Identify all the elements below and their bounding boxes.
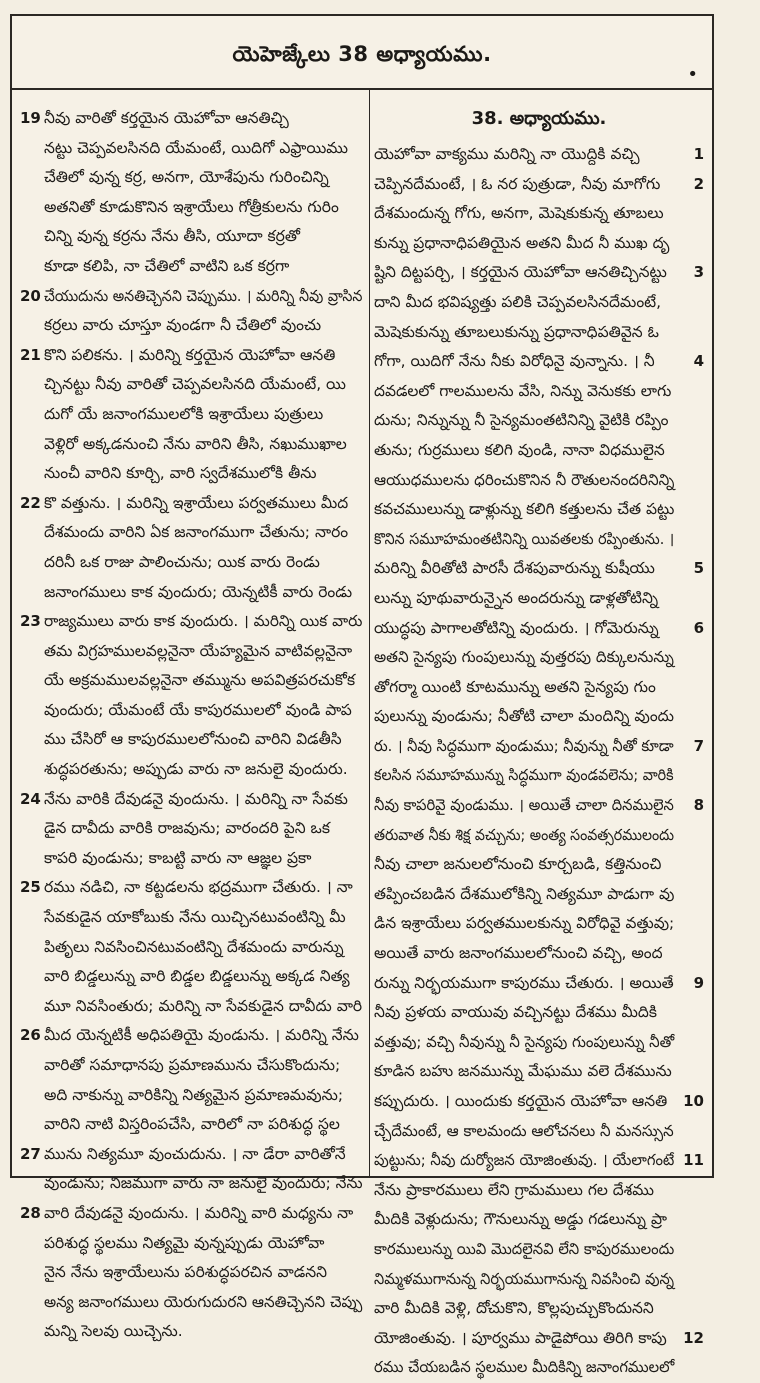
verse-text: కాపరి వుండును; కాబట్టి వారు నా ఆజ్ఞల ప్రకా: [44, 848, 312, 867]
verse-text: లున్ను పూథువారున్నైన అందరున్ను డాళ్లతోటిన్ని: [374, 588, 659, 607]
verse-line: [20, 1288, 368, 1318]
verse-line: [20, 844, 368, 874]
verse-text: యోజింతువు. । పూర్వము పాడైపోయి తిరిగి కాపు: [374, 1328, 667, 1347]
verse-line: [374, 229, 704, 259]
verse-line: [20, 400, 368, 430]
verse-line: [374, 1028, 704, 1058]
verse-text: కొనిన సమూహమంతటినిన్ని యివతలకు రప్పింతును. ।: [374, 529, 675, 548]
verse-text: కొ వత్తును. । మరిన్ని ఇశ్రాయేలు పర్వతములు మీద: [44, 493, 349, 512]
verse-number: 21: [20, 345, 41, 364]
verse-text: మీదికి వెళ్లుదును; గౌనులున్ను అడ్డు గడలున్ను ప్రా: [374, 1210, 667, 1229]
verse-text: మన్ని సెలవు యిచ్చెను.: [44, 1322, 183, 1341]
verse-line: [20, 666, 368, 696]
verse-text: కారములున్ను యివి మొదలైనవి లేని కాపురములందు: [374, 1239, 675, 1258]
verse-line: [20, 193, 368, 223]
verse-text: దాని మీద భవిష్యత్తు పలికి చెప్పవలసినదేమంటే,: [374, 292, 662, 311]
verse-text: చేతిలో వున్న కర్ర, అనగా, యోశేపును గురించిన్ని: [44, 168, 329, 187]
verse-line: [20, 518, 368, 548]
verse-text: వుందురు; యేమంటే యే కాపురములలో వుండి పాప: [44, 700, 352, 719]
verse-text: శుద్ధపరతును; అప్పుడు వారు నా జనులై వుందురు.: [44, 760, 348, 779]
verse-line: [20, 370, 368, 400]
verse-text: తోగర్మా యింటి కూటమున్ను అతని సైన్యపు గుం: [374, 677, 656, 696]
verse-line: [374, 1265, 704, 1295]
verse-text: నీవు ప్రళయ వాయువు వచ్చినట్టు దేశము మీదికి: [374, 1003, 657, 1022]
verse-number: 27: [20, 1144, 41, 1163]
verse-number: 5: [693, 559, 704, 578]
chapter-heading: 38. అధ్యాయము.: [471, 108, 607, 129]
verse-line: [374, 1324, 704, 1354]
verse-number: 28: [20, 1203, 41, 1222]
verse-number: 19: [20, 109, 41, 127]
verse-number: 6: [693, 618, 704, 637]
verse-line: [374, 643, 704, 673]
verse-line: [20, 1140, 368, 1170]
text-columns: [12, 90, 712, 1377]
verse-number: 24: [20, 789, 41, 808]
verse-line: [20, 755, 368, 785]
verse-text: అతనితో కూడుకొనిన ఇశ్రాయేలు గోత్రీకులను గురిం: [44, 197, 339, 216]
verse-text: అన్య జనాంగములు యెరుగుదురని ఆనతిచ్చెనని చెప్పు: [44, 1292, 363, 1311]
verse-text: వారి దేవుడనై వుందును. । మరిన్ని వారి మధ్యను నా: [44, 1203, 354, 1222]
verse-line: [374, 140, 704, 170]
verse-line: [374, 761, 704, 791]
verse-text: నట్టు చెప్పవలసినది యేమంటే, యిదిగో ఎఫ్రాయిము: [44, 138, 349, 157]
verse-line: [20, 578, 368, 608]
verse-line: [20, 1081, 368, 1111]
verse-text: నుంచీ వారిని కూర్చి, వారి స్వదేశములోకి తీను: [44, 464, 317, 483]
verse-text: కర్రలు వారు చూస్తూ వుండగా నీ చేతిలో వుంచు: [44, 316, 322, 335]
verse-line: [374, 584, 704, 614]
verse-number: 9: [693, 973, 704, 992]
verse-line: [374, 1235, 704, 1265]
verse-text: ము చేసిరో ఆ కాపురములలోనుంచి వారిని విడతీసి: [44, 730, 342, 749]
verse-text: డైన దావీదు వారికి రాజవును; వారందరి పైని ఒక: [44, 819, 330, 838]
scripture-page: [10, 14, 714, 1377]
verse-line: [374, 850, 704, 880]
verse-number: 10: [683, 1092, 704, 1110]
verse-text: మెషెకుకున్ను తూబలుకున్ను ప్రధానాధిపతివైన ఓ: [374, 322, 659, 341]
verse-text: చెప్పినదేమంటే, । ఓ నర పుత్రుడా, నీవు మాగోగు: [374, 174, 661, 193]
verse-text: యే అక్రమములవల్లనైనా తమ్మును అపవిత్రపరచుకోక: [44, 671, 356, 690]
verse-text: కలసిన సమూహమున్ను సిద్ధముగా వుండవలెను; వారికి: [374, 766, 674, 785]
verse-text: చిన్ని వున్న కర్రను నేను తీసి, యూదా కర్రతో: [44, 227, 300, 246]
verse-text: అయితే వారు జనాంగములలోనుంచి వచ్చి, అంద: [374, 944, 663, 963]
verse-number: 12: [683, 1328, 704, 1347]
verse-number: 20: [20, 286, 41, 305]
verse-line: [374, 614, 704, 644]
verse-line: [20, 1110, 368, 1140]
verse-line: [20, 1199, 368, 1229]
verse-text: కున్ను ప్రధానాధిపతియైన అతని మీద నీ ముఖ దృ: [374, 233, 670, 252]
left-column: [20, 104, 368, 1341]
verse-text: ష్టిని దిట్టపర్చి, । కర్తయైన యెహోవా ఆనతిచ్చినట్టు: [374, 263, 667, 282]
verse-text: దును; నిన్నున్ను నీ సైన్యమంతటినిన్ని వైటికి రప్పిం: [374, 411, 669, 430]
verse-text: కూడిన బహు జనమున్ను మేఘము వలె దేశమును: [374, 1062, 672, 1081]
verse-number: 26: [20, 1026, 41, 1045]
verse-line: [20, 282, 368, 312]
verse-text: రము చేయబడిన స్థలముల మీదికిన్ని జనాంగములలో: [374, 1358, 675, 1377]
verse-line: [20, 104, 368, 134]
verse-line: [20, 459, 368, 489]
verse-text: దరినీ ఒక రాజు పాలించును; యిక వారు రెండు: [44, 552, 320, 571]
verse-line: [20, 311, 368, 341]
verse-line: [20, 1258, 368, 1288]
verse-text: నిమ్మళముగానున్న నిర్భయముగానున్న నివసించి వున్న: [374, 1269, 675, 1288]
verse-text: మును నిత్యమూ వుంచుదును. । నా డేరా వారితోనే: [44, 1144, 346, 1163]
verse-text: నీవు వారితో కర్తయైన యెహోవా ఆనతిచ్చి: [44, 109, 289, 127]
verse-line: [20, 903, 368, 933]
verse-text: వెళ్లిరో అక్కడనుంచి నేను వారిని తీసి, నఖుముఖాల: [44, 434, 347, 453]
verse-line: [374, 288, 704, 318]
verse-text: డిన ఇశ్రాయేలు పర్వతములకున్ను విరోధివై వత్తువు;: [374, 914, 675, 933]
verse-text: నీవు చాలా జనులలోనుంచి కూర్చబడి, కత్తినుంచి: [374, 855, 662, 874]
verse-line: [20, 252, 368, 282]
verse-text: తరువాత నీకు శిక్ష వచ్చును; అంత్య సంవత్సరములందు: [374, 825, 675, 844]
verse-line: [20, 637, 368, 667]
verse-text: గోగా, యిదిగో నేను నీకు విరోధినై వున్నాను. । నీ: [374, 352, 655, 371]
verse-line: [374, 199, 704, 229]
verse-line: [20, 1229, 368, 1259]
verse-line: [20, 163, 368, 193]
verse-text: తును; గుర్రములు కలిగి వుండి, నానా విధములైన: [374, 440, 665, 459]
verse-text: కూడా కలిపి, నా చేతిలో వాటిని ఒక కర్రగా: [44, 256, 290, 275]
verse-line: [374, 1353, 704, 1383]
verse-line: [374, 1057, 704, 1087]
verse-line: [374, 702, 704, 732]
verse-text: జనాంగములు కాక వుందురు; యెన్నటికీ వారు రెండు: [44, 582, 353, 601]
verse-text: దుగో యే జనాంగములలోకి ఇశ్రాయేలు పుత్రులు: [44, 404, 324, 423]
verse-text: మరిన్ని వీరితోటి పారసీ దేశపువారున్ను కుషీయు: [374, 559, 655, 578]
verse-text: మూ నివసింతురు; మరిన్ని నా సేవకుడైన దావీదు వారి: [44, 996, 363, 1015]
verse-line: [20, 814, 368, 844]
verse-text: నేను వారికి దేవుడనై వుందును. । మరిన్ని నా సేవకు: [44, 789, 348, 808]
verse-line: [374, 1146, 704, 1176]
verse-text: రాజ్యములు వారు కాక వుందురు. । మరిన్ని యిక వారు: [44, 612, 363, 631]
verse-line: [374, 258, 704, 288]
verse-text: మీద యెన్నటికీ అధిపతియై వుండును. । మరిన్ని నేను: [44, 1026, 359, 1045]
verse-line: [20, 430, 368, 460]
verse-line: [374, 495, 704, 525]
verse-line: [20, 696, 368, 726]
verse-line: [374, 732, 704, 762]
verse-text: దేశమందు వారిని ఏక జనాంగముగా చేతును; నారం: [44, 523, 349, 542]
verse-line: [374, 1117, 704, 1147]
verse-line: [20, 222, 368, 252]
verse-number: 11: [683, 1151, 704, 1170]
verse-text: నైన నేను ఇశ్రాయేలును పరిశుద్ధపరచిన వాడనని: [44, 1263, 327, 1282]
verse-text: వారితో సమాధానపు ప్రమాణమును చేసుకొందును;: [44, 1056, 341, 1074]
verse-line: [20, 1317, 368, 1347]
verse-line: [374, 998, 704, 1028]
verse-line: [374, 347, 704, 377]
verse-text: అతని సైన్యపు గుంపులున్ను వుత్తరపు దిక్కులనున్ను: [374, 648, 674, 667]
verse-line: [374, 377, 704, 407]
verse-text: తప్పించబడిన దేశములోకిన్ని నిత్యమూ పాడుగా వు: [374, 884, 675, 903]
verse-text: యెహోవా వాక్యము మరిన్ని నా యొద్దికి వచ్చి: [374, 145, 640, 163]
verse-text: దవడలలో గాలములను వేసి, నిన్ను వెనుకకు లాగు: [374, 381, 672, 400]
verse-line: [374, 1294, 704, 1324]
verse-text: నేను ప్రాకారములు లేని గ్రామములు గల దేశము: [374, 1180, 655, 1199]
verse-text: కొని పలికను. । మరిన్ని కర్తయైన యెహోవా ఆనతి: [44, 345, 336, 364]
verse-line: [20, 962, 368, 992]
verse-text: యుద్ధపు పాగాలతోటిన్ని వుందురు. । గోమెరున్ను: [374, 618, 659, 637]
verse-line: [374, 673, 704, 703]
verse-text: చ్చినట్టు నీవు వారితో చెప్పవలసినది యేమంటే, యి: [44, 375, 346, 394]
verse-text: పులున్ను వుండును; నీతోటి చాలా మందిన్ని వుందు: [374, 707, 674, 726]
page-title: యెహెజ్కేలు 38 అధ్యాయము.: [232, 42, 492, 66]
verse-line: [374, 791, 704, 821]
verse-number: 25: [20, 878, 41, 897]
verse-line: [20, 992, 368, 1022]
verse-text: కప్పుదురు. । యిందుకు కర్తయైన యెహోవా ఆనతి: [374, 1092, 668, 1110]
verse-line: [374, 821, 704, 851]
verse-number: 2: [693, 174, 704, 193]
verse-text: చేయుదును అనతిచ్చెనని చెప్పుము. । మరిన్ని నీవు వ్రాసిన: [44, 286, 363, 305]
verse-line: [20, 134, 368, 164]
verse-text: చ్చేదేమంటే, ఆ కాలమందు ఆలోచనలు నీ మనస్సున: [374, 1121, 674, 1140]
verse-line: [20, 548, 368, 578]
verse-text: సేవకుడైన యాకోబుకు నేను యిచ్చినటువంటిన్ని మీ: [44, 908, 346, 927]
verse-line: [20, 489, 368, 519]
verse-text: ఆయుధములను ధరించుకొనిన నీ రౌతులనందరినిన్ని: [374, 470, 675, 489]
verse-text: రు. । నీవు సిద్ధముగా వుండుము; నీవున్ను నీతో కూడా: [374, 736, 674, 755]
column-divider: [369, 90, 370, 1176]
verse-line: [374, 436, 704, 466]
verse-text: రము నడిచి, నా కట్టడలను భద్రముగా చేతురు. । నా: [44, 878, 353, 897]
page-header: [12, 16, 712, 90]
right-column: [374, 104, 704, 1377]
verse-line: [20, 785, 368, 815]
verse-line: [20, 933, 368, 963]
verse-line: [20, 607, 368, 637]
verse-line: [374, 1205, 704, 1235]
verse-line: [20, 725, 368, 755]
verse-line: [20, 873, 368, 903]
verse-line: [20, 341, 368, 371]
verse-text: పుట్టును; నీవు దుర్యోజన యోజింతువు. । యేలాగంటే: [374, 1151, 675, 1170]
verse-number: 8: [693, 796, 704, 815]
verse-text: నీవు కాపరివై వుండుము. । అయితే చాలా దినములైన: [374, 796, 674, 815]
verse-text: వత్తువు; వచ్చి నీవున్ను నీ సైన్యపు గుంపులున్ను నీతో: [374, 1032, 675, 1051]
verse-text: కవచములున్ను డాళ్లున్ను కలిగి కత్తులను చేత పట్టు: [374, 500, 675, 519]
verse-line: [374, 525, 704, 555]
verse-text: పితృలు నివసించినటువంటిన్ని దేశమందు వారున్ను: [44, 937, 344, 956]
verse-number: 1: [693, 145, 704, 163]
verse-text: వారి బిడ్డలున్ను వారి బిడ్డల బిడ్డలున్ను అక్కడ నిత్య: [44, 967, 350, 986]
verse-line: [374, 880, 704, 910]
verse-line: [374, 170, 704, 200]
verse-number: 7: [693, 736, 704, 755]
verse-text: వుండును; నిజముగా వారు నా జనులై వుందురు; నేను: [44, 1174, 363, 1193]
verse-line: [374, 969, 704, 999]
verse-line: [374, 466, 704, 496]
verse-line: [374, 909, 704, 939]
verse-number: 4: [693, 352, 704, 371]
header-mark: •: [687, 64, 698, 85]
verse-number: 3: [693, 263, 704, 282]
verse-line: [20, 1051, 368, 1081]
verse-text: వారి మీదికి వెళ్లి, దోచుకొని, కొల్లపుచ్చుకొందునని: [374, 1299, 654, 1318]
verse-text: అది నాకున్ను వారికిన్ని నిత్యమైన ప్రమాణమవును;: [44, 1085, 344, 1104]
verse-text: దేశమందున్న గోగు, అనగా, మెషెకుకున్న తూబలు: [374, 204, 664, 223]
verse-text: వారిని నాటి విస్తరింపచేసి, వారిలో నా పరిశుద్ధ స్థల: [44, 1115, 340, 1134]
verse-line: [374, 406, 704, 436]
verse-line: [374, 554, 704, 584]
verse-number: 23: [20, 612, 41, 631]
verse-line: [20, 1021, 368, 1051]
verse-number: 22: [20, 493, 41, 512]
verse-line: [374, 1087, 704, 1117]
verse-text: రున్ను నిర్భయముగా కాపురము చేతురు. । అయితే: [374, 973, 674, 992]
verse-text: పరిశుద్ధ స్థలము నిత్యమై వున్నప్పుడు యెహోవా: [44, 1233, 325, 1252]
verse-line: [20, 1169, 368, 1199]
verse-line: [374, 1176, 704, 1206]
verse-line: [374, 939, 704, 969]
verse-text: తమ విగ్రహములవల్లనైనా యేహ్యమైన వాటివల్లనైనా: [44, 641, 353, 660]
verse-line: [374, 318, 704, 348]
